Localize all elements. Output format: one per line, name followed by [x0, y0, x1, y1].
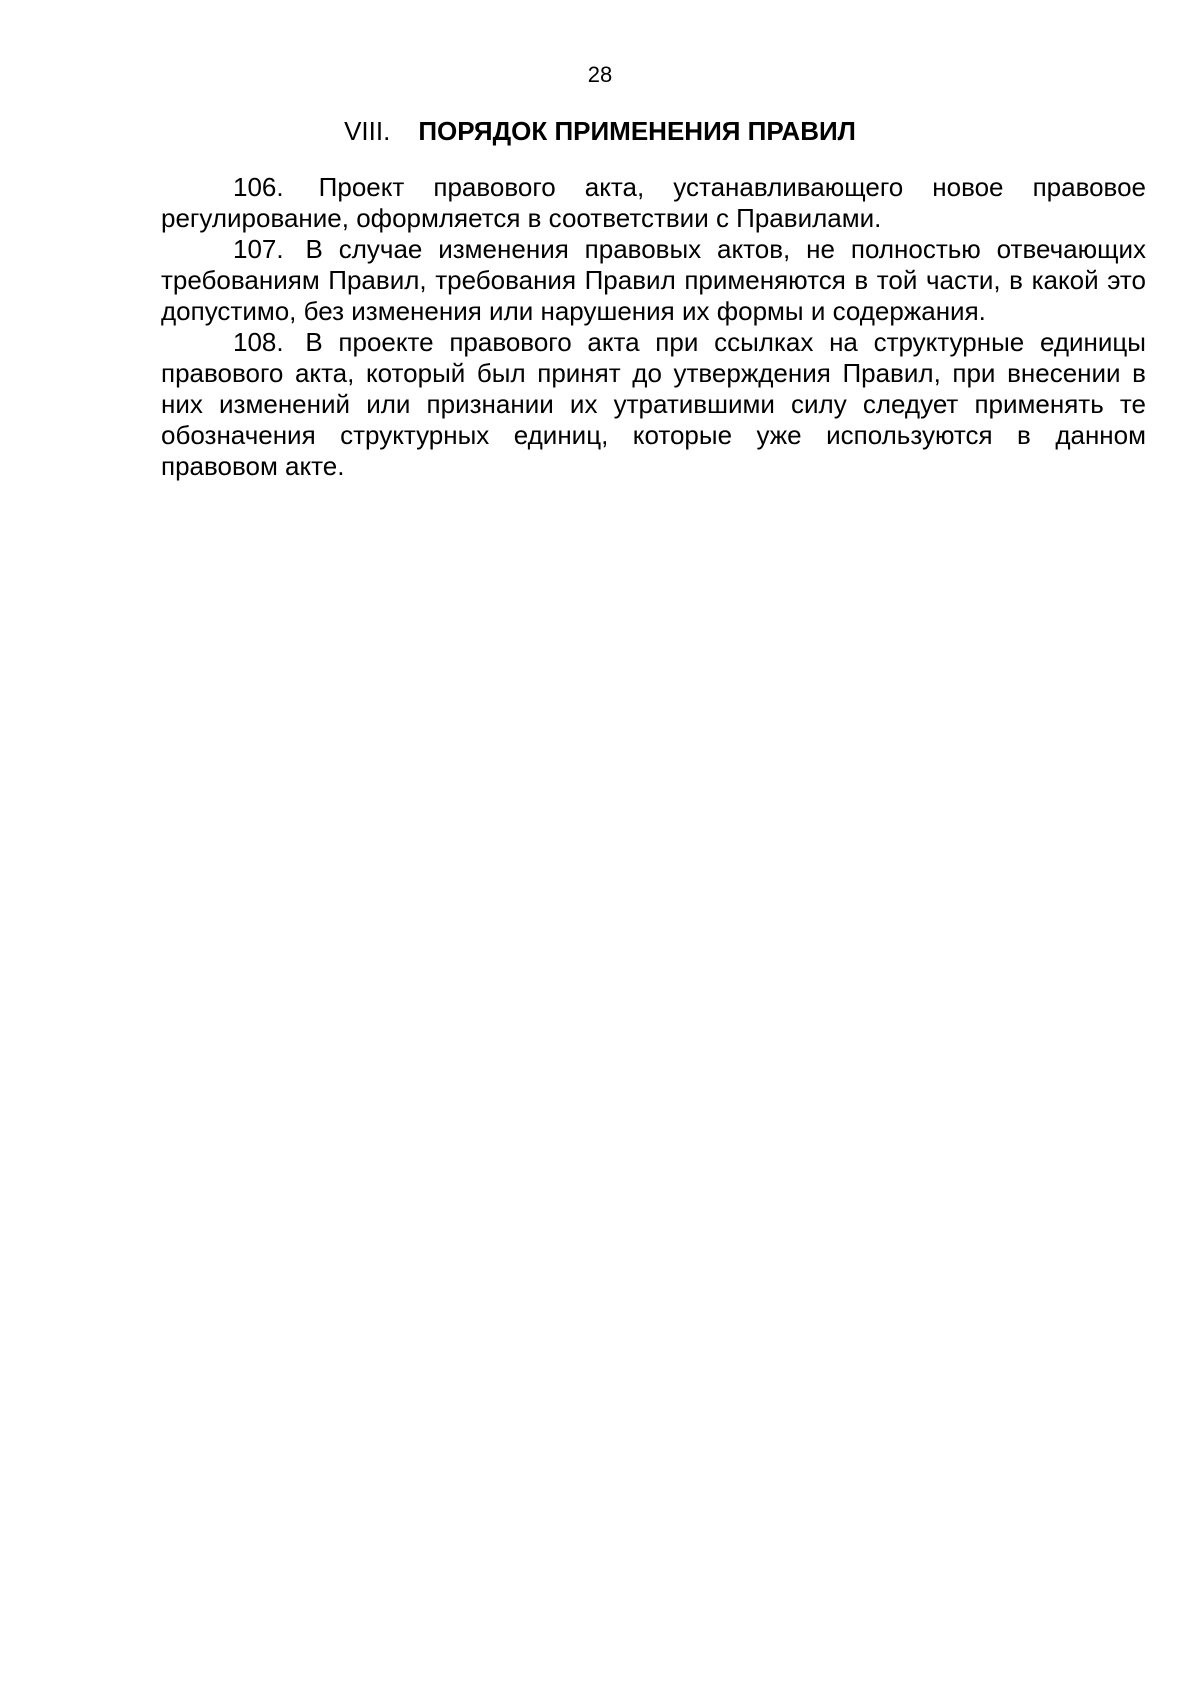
paragraph-text: В проекте правового акта при ссылках на структурные единицы правового акта, который был принят до утверждения Правил, при внесении в них изменений или признании их утратившими силу следует применять те обозначения структурных единиц, которые уже используются в данном правовом акте. [161, 327, 1146, 481]
body-text [161, 172, 1146, 482]
paragraph-text: Проект правового акта, устанавливающего новое правовое регулирование, оформляется в соответствии с Правилами. [161, 172, 1146, 233]
paragraph-106 [161, 172, 1146, 234]
section-heading [0, 115, 1200, 147]
paragraph-number: 106. [233, 172, 284, 202]
paragraph-text: В случае изменения правовых актов, не полностью отвечающих требованиям Правил, требования Правил применяются в той части, в какой это допустимо, без изменения или нарушения их формы и содержания. [161, 234, 1146, 326]
section-title: ПОРЯДОК ПРИМЕНЕНИЯ ПРАВИЛ [418, 116, 856, 146]
paragraph-107 [161, 234, 1146, 327]
paragraph-number: 107. [233, 234, 284, 264]
paragraph-108 [161, 327, 1146, 482]
paragraph-number: 108. [233, 327, 284, 357]
section-number: VIII. [344, 116, 391, 146]
page-number: 28 [587, 62, 613, 87]
